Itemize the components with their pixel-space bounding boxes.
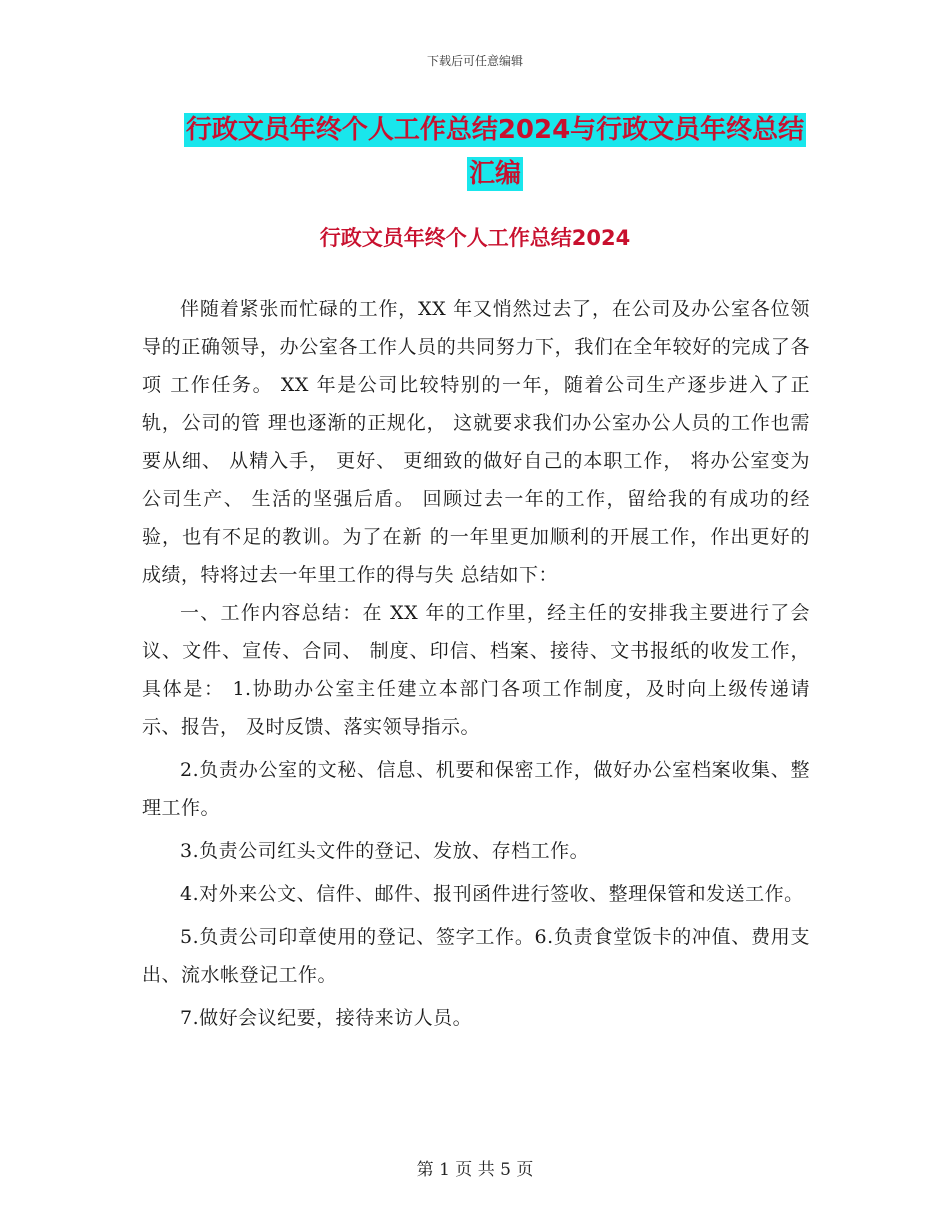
document-title-line1: 行政文员年终个人工作总结2024与行政文员年终总结: [185, 115, 805, 145]
paragraph-item-5-6: 5.负责公司印章使用的登记、签字工作。6.负责食堂饭卡的冲值、费用支出、流水帐登记工作。: [142, 926, 810, 986]
paragraph-item-4: 4.对外来公文、信件、邮件、报刊函件进行签收、整理保管和发送工作。: [180, 883, 804, 905]
body-text: [142, 290, 810, 1037]
document-title-line2: 汇编: [468, 159, 521, 189]
page-footer: 第 1 页 共 5 页: [416, 1160, 534, 1180]
paragraph-item-3: 3.负责公司红头文件的登记、发放、存档工作。: [180, 840, 590, 862]
document-title: [150, 108, 840, 196]
header-note: 下载后可任意编辑: [426, 54, 523, 68]
section-title: 行政文员年终个人工作总结2024: [319, 226, 631, 250]
paragraph-item-2: 2.负责办公室的文秘、信息、机要和保密工作，做好办公室档案收集、整 理工作。: [142, 759, 810, 819]
paragraph-intro: 伴随着紧张而忙碌的工作，XX 年又悄然过去了，在公司及办公室各位领 导的正确领导，办公室各工作人员的共同努力下，我们在全年较好的完成了各项 工作任务。 XX 年是公司比较特别的一年，随着公司生产逐步进入了正轨，公司的管 理也逐渐的正规化， 这就要求我们办公室办公人员的工作也需要从细、 从精入手， 更好、 更细致的做好自己的本职工作， 将办公室变为公司生产、 生活的坚强后盾。 回顾过去一年的工作，留给我的有成功的经验，也有不足的教训。为了在新 的一年里更加顺利的开展工作，作出更好的成绩，特将过去一年里工作的得与失 总结如下：: [142, 298, 810, 586]
paragraph-work-summary: 一、工作内容总结：在 XX 年的工作里，经主任的安排我主要进行了会议、文件、宣传、合同、 制度、印信、档案、接待、文书报纸的收发工作，具体是： 1.协助办公室主任建立本部门各项工作制度，及时向上级传递请示、报告， 及时反馈、落实领导指示。: [142, 602, 810, 738]
paragraph-item-7: 7.做好会议纪要，接待来访人员。: [180, 1007, 473, 1029]
